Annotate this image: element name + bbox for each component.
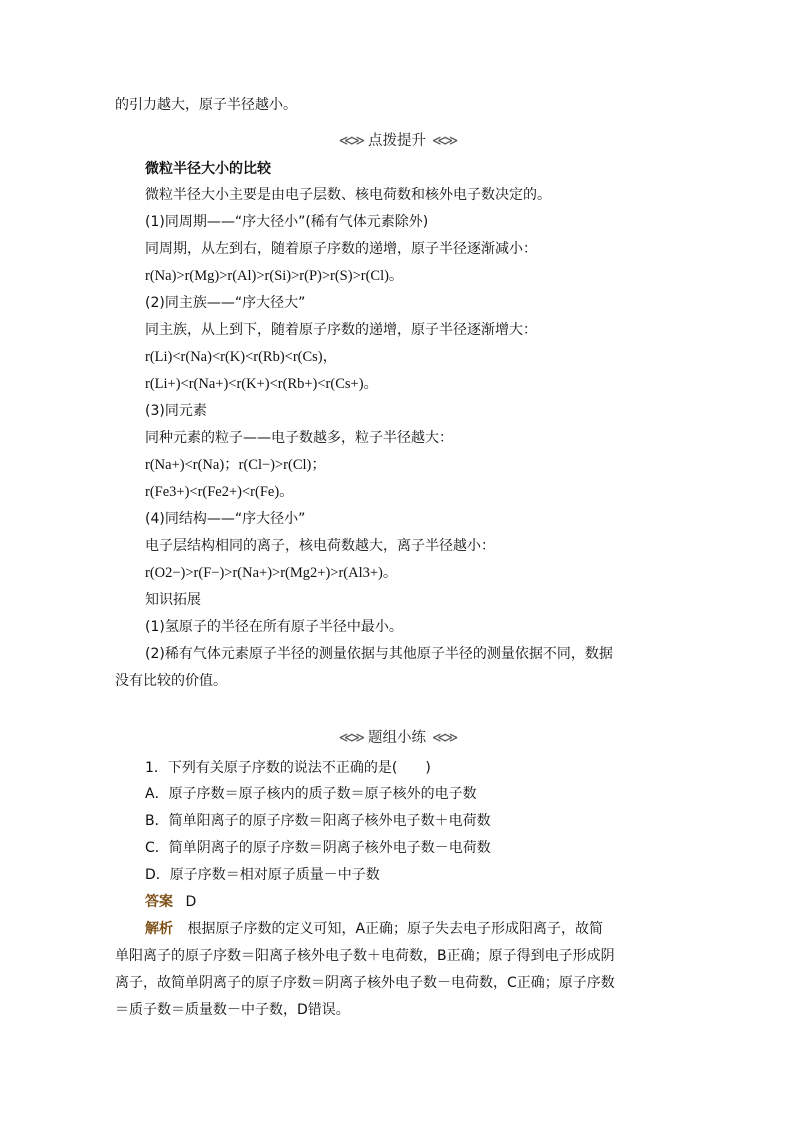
- rule2-example1: r(Li)<r(Na)<r(K)<r(Rb)<r(Cs)，: [145, 349, 338, 365]
- rule3-example2: r(Fe3+)<r(Fe2+)<r(Fe)。: [145, 484, 294, 500]
- rule4-example: r(O2−)>r(F−)>r(Na+)>r(Mg2+)>r(Al3+)。: [145, 565, 398, 581]
- extension-item-1: (1)氢原子的半径在所有原子半径中最小。: [145, 619, 403, 635]
- option-a: A．原子序数＝原子核内的质子数＝原子核外的电子数: [145, 786, 477, 802]
- section-title: 题组小练: [368, 730, 426, 746]
- rule4-title: (4)同结构——“序大径小”: [145, 511, 306, 527]
- rule4-text: 电子层结构相同的离子，核电荷数越大，离子半径越小：: [145, 538, 495, 554]
- rule3-title: (3)同元素: [145, 403, 207, 419]
- rule2-text: 同主族，从上到下，随着原子序数的递增，原子半径逐渐增大：: [145, 322, 537, 338]
- rule1-example: r(Na)>r(Mg)>r(Al)>r(Si)>r(P)>r(S)>r(Cl)。: [145, 268, 404, 284]
- rule2-example2: r(Li+)<r(Na+)<r(K+)<r(Rb+)<r(Cs+)。: [145, 376, 379, 392]
- option-c: C．简单阴离子的原子序数＝阴离子核外电子数－电荷数: [145, 840, 491, 856]
- double-chevron-right-icon: ≪≫: [432, 730, 456, 746]
- analysis-line-1: [145, 919, 603, 939]
- question-text: 1．下列有关原子序数的说法不正确的是( ): [145, 760, 431, 776]
- answer-label: 答案: [145, 894, 173, 910]
- answer-value: D: [185, 894, 197, 910]
- rule1-text: 同周期，从左到右，随着原子序数的递增，原子半径逐渐减小：: [145, 241, 537, 257]
- answer-row: [145, 892, 196, 912]
- extension-title: 知识拓展: [145, 592, 201, 608]
- section-title: 点拨提升: [368, 133, 426, 149]
- section-heading-practice: [0, 728, 794, 748]
- analysis-line-4: ＝质子数＝质量数－中子数，D错误。: [115, 1002, 350, 1018]
- analysis-line-2: 单阳离子的原子序数＝阳离子核外电子数＋电荷数，B正确；原子得到电子形成阴: [115, 948, 615, 964]
- double-chevron-left-icon: ≪≫: [338, 133, 362, 149]
- analysis-line-3: 离子，故简单阴离子的原子序数＝阴离子核外电子数－电荷数，C正确；原子序数: [115, 975, 615, 991]
- lead-text: 微粒半径大小主要是由电子层数、核电荷数和核外电子数决定的。: [145, 187, 551, 203]
- double-chevron-left-icon: ≪≫: [338, 730, 362, 746]
- analysis-label: 解析: [145, 921, 173, 937]
- topic-title: 微粒半径大小的比较: [145, 161, 271, 177]
- rule2-title: (2)同主族——“序大径大”: [145, 295, 306, 311]
- rule3-text: 同种元素的粒子——电子数越多，粒子半径越大：: [145, 430, 453, 446]
- double-chevron-right-icon: ≪≫: [432, 133, 456, 149]
- analysis-text: 根据原子序数的定义可知，A正确；原子失去电子形成阳离子，故简: [187, 921, 604, 937]
- option-d: D．原子序数＝相对原子质量－中子数: [145, 867, 380, 883]
- section-heading-tips: [0, 131, 794, 151]
- option-b: B．简单阳离子的原子序数＝阳离子核外电子数＋电荷数: [145, 813, 491, 829]
- extension-item-2-line2: 没有比较的价值。: [115, 673, 227, 689]
- rule3-example1: r(Na+)<r(Na)；r(Cl−)>r(Cl)；: [145, 457, 326, 473]
- extension-item-2-line1: (2)稀有气体元素原子半径的测量依据与其他原子半径的测量依据不同，数据: [145, 646, 613, 662]
- intro-line: 的引力越大，原子半径越小。: [115, 97, 297, 113]
- rule1-title: (1)同周期——“序大径小”(稀有气体元素除外): [145, 214, 429, 230]
